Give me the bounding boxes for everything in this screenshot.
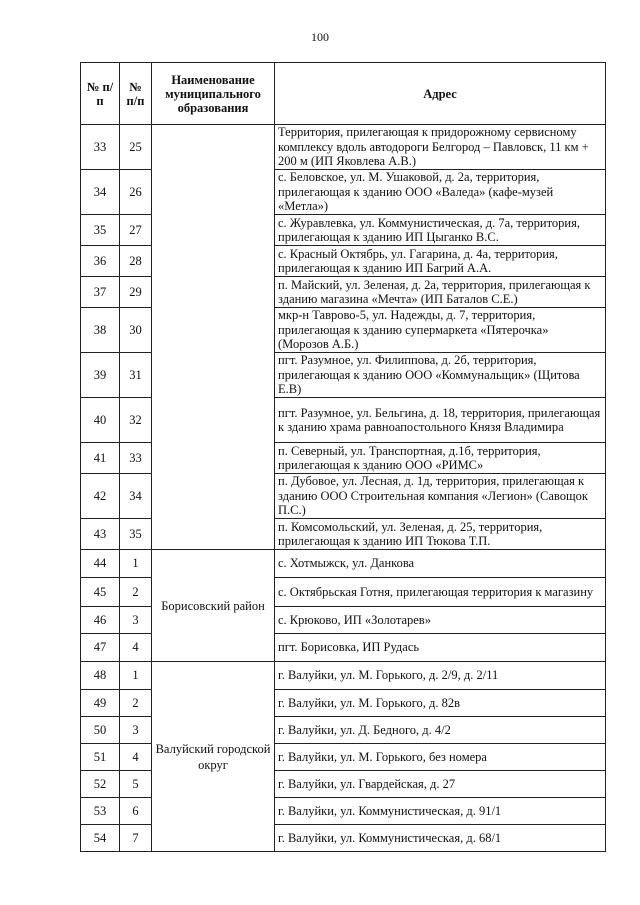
row-number: 40 <box>81 398 120 443</box>
header-address: Адрес <box>275 63 606 125</box>
row-number: 43 <box>81 519 120 550</box>
row-sub-number: 28 <box>120 246 152 277</box>
row-number: 45 <box>81 578 120 607</box>
row-sub-number: 30 <box>120 308 152 353</box>
row-sub-number: 4 <box>120 634 152 662</box>
table-body <box>81 125 606 852</box>
row-sub-number: 31 <box>120 353 152 398</box>
address-cell: п. Комсомольский, ул. Зеленая, д. 25, территория, прилегающая к зданию ИП Тюкова Т.П. <box>275 519 606 550</box>
row-number: 46 <box>81 607 120 634</box>
row-sub-number: 7 <box>120 825 152 852</box>
address-cell: г. Валуйки, ул. М. Горького, д. 82в <box>275 690 606 717</box>
table-row <box>81 662 606 690</box>
address-cell: пгт. Разумное, ул. Бельгина, д. 18, территория, прилегающая к зданию храма равноапостольного Князя Владимира <box>275 398 606 443</box>
municipality-cell: Валуйский городской округ <box>152 662 275 852</box>
header-municipality: Наименование муниципального образования <box>152 63 275 125</box>
header-no-1: № п/п <box>81 63 120 125</box>
row-sub-number: 34 <box>120 474 152 519</box>
address-cell: с. Хотмыжск, ул. Данкова <box>275 550 606 578</box>
table-row <box>81 550 606 578</box>
address-cell: Территория, прилегающая к придорожному сервисному комплексу вдоль автодороги Белгород – Павловск, 11 км + 200 м (ИП Яковлева А.В.) <box>275 125 606 170</box>
address-cell: г. Валуйки, ул. Д. Бедного, д. 4/2 <box>275 717 606 744</box>
row-number: 53 <box>81 798 120 825</box>
row-number: 54 <box>81 825 120 852</box>
row-sub-number: 4 <box>120 744 152 771</box>
row-number: 39 <box>81 353 120 398</box>
row-number: 42 <box>81 474 120 519</box>
address-cell: мкр-н Таврово-5, ул. Надежды, д. 7, территория, прилегающая к зданию супермаркета «Пятерочка» (Морозов А.Б.) <box>275 308 606 353</box>
address-cell: п. Северный, ул. Транспортная, д.1б, территория, прилегающая к зданию ООО «РИМС» <box>275 443 606 474</box>
row-sub-number: 3 <box>120 607 152 634</box>
row-number: 38 <box>81 308 120 353</box>
table-header-row <box>81 63 606 125</box>
row-sub-number: 27 <box>120 215 152 246</box>
row-sub-number: 2 <box>120 578 152 607</box>
row-number: 41 <box>81 443 120 474</box>
address-cell: с. Беловское, ул. М. Ушаковой, д. 2а, территория, прилегающая к зданию ООО «Валеда» (кафе-музей «Метла») <box>275 170 606 215</box>
address-cell: г. Валуйки, ул. Коммунистическая, д. 91/1 <box>275 798 606 825</box>
row-number: 33 <box>81 125 120 170</box>
row-number: 34 <box>81 170 120 215</box>
row-number: 35 <box>81 215 120 246</box>
address-cell: пгт. Разумное, ул. Филиппова, д. 2б, территория, прилегающая к зданию ООО «Коммунальщик» (Щитова Е.В) <box>275 353 606 398</box>
row-sub-number: 2 <box>120 690 152 717</box>
address-cell: пгт. Борисовка, ИП Рудась <box>275 634 606 662</box>
address-cell: г. Валуйки, ул. М. Горького, д. 2/9, д. 2/11 <box>275 662 606 690</box>
row-sub-number: 25 <box>120 125 152 170</box>
address-cell: с. Красный Октябрь, ул. Гагарина, д. 4а, территория, прилегающая к зданию ИП Багрий А.А. <box>275 246 606 277</box>
row-number: 51 <box>81 744 120 771</box>
row-number: 48 <box>81 662 120 690</box>
row-sub-number: 35 <box>120 519 152 550</box>
row-sub-number: 1 <box>120 550 152 578</box>
row-number: 52 <box>81 771 120 798</box>
address-cell: п. Майский, ул. Зеленая, д. 2а, территория, прилегающая к зданию магазина «Мечта» (ИП Баталов С.Е.) <box>275 277 606 308</box>
row-sub-number: 32 <box>120 398 152 443</box>
row-number: 50 <box>81 717 120 744</box>
header-no-2: № п/п <box>120 63 152 125</box>
row-sub-number: 6 <box>120 798 152 825</box>
row-sub-number: 29 <box>120 277 152 308</box>
address-cell: с. Журавлевка, ул. Коммунистическая, д. 7а, территория, прилегающая к зданию ИП Цыганко В.С. <box>275 215 606 246</box>
row-number: 36 <box>81 246 120 277</box>
row-sub-number: 5 <box>120 771 152 798</box>
row-number: 44 <box>81 550 120 578</box>
municipality-cell <box>152 125 275 550</box>
row-sub-number: 3 <box>120 717 152 744</box>
row-sub-number: 26 <box>120 170 152 215</box>
row-sub-number: 1 <box>120 662 152 690</box>
row-number: 49 <box>81 690 120 717</box>
registry-table <box>80 62 606 852</box>
address-cell: с. Октябрьская Готня, прилегающая территория к магазину <box>275 578 606 607</box>
address-cell: г. Валуйки, ул. Коммунистическая, д. 68/1 <box>275 825 606 852</box>
table-row <box>81 125 606 170</box>
address-cell: г. Валуйки, ул. Гвардейская, д. 27 <box>275 771 606 798</box>
page-number: 100 <box>311 30 329 44</box>
row-number: 47 <box>81 634 120 662</box>
row-sub-number: 33 <box>120 443 152 474</box>
address-cell: с. Крюково, ИП «Золотарев» <box>275 607 606 634</box>
row-number: 37 <box>81 277 120 308</box>
address-cell: г. Валуйки, ул. М. Горького, без номера <box>275 744 606 771</box>
address-cell: п. Дубовое, ул. Лесная, д. 1д, территория, прилегающая к зданию ООО Строительная компания «Легион» (Савощок П.С.) <box>275 474 606 519</box>
municipality-cell: Борисовский район <box>152 550 275 662</box>
